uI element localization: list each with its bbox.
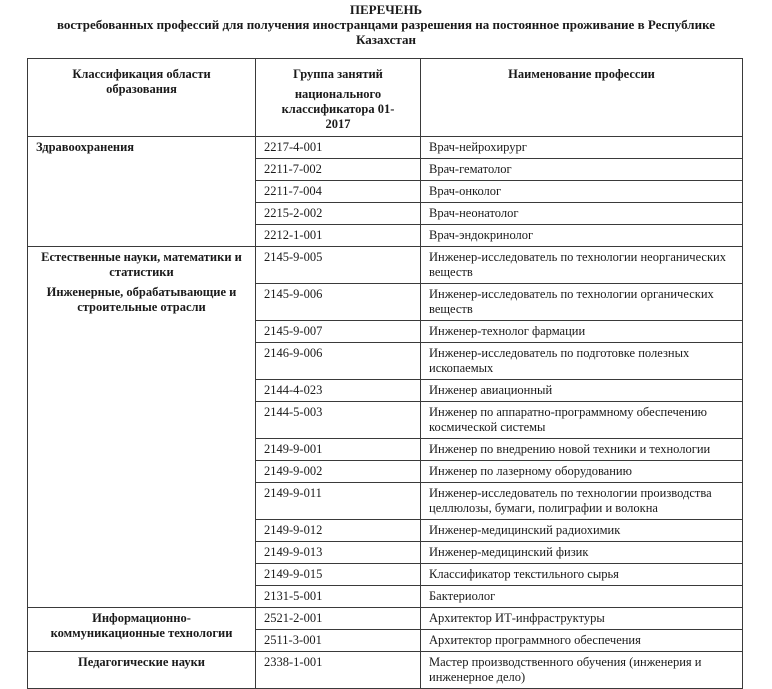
category-cell-sciences-engineering	[28, 247, 256, 608]
code-cell: 2149-9-013	[256, 542, 421, 564]
code-cell: 2145-9-007	[256, 321, 421, 343]
code-cell: 2338-1-001	[256, 652, 421, 689]
code-cell: 2149-9-002	[256, 461, 421, 483]
code-cell: 2145-9-005	[256, 247, 421, 284]
category-label: Информационно-коммуникационные технологии	[50, 611, 233, 640]
profession-cell: Архитектор программного обеспечения	[421, 630, 743, 652]
code-cell: 2149-9-001	[256, 439, 421, 461]
table-row	[28, 137, 743, 159]
category-label: Инженерные, обрабатывающие и строительные отрасли	[46, 285, 237, 314]
header-classification	[28, 59, 256, 137]
category-cell-healthcare	[28, 137, 256, 247]
code-cell: 2146-9-006	[256, 343, 421, 380]
code-cell: 2144-4-023	[256, 380, 421, 402]
code-cell: 2145-9-006	[256, 284, 421, 321]
code-cell: 2149-9-012	[256, 520, 421, 542]
profession-cell: Архитектор ИТ-инфраструктуры	[421, 608, 743, 630]
category-cell-pedagogy	[28, 652, 256, 689]
code-cell: 2217-4-001	[256, 137, 421, 159]
profession-cell: Инженер-исследователь по технологии органических веществ	[421, 284, 743, 321]
document-title: ПЕРЕЧЕНЬ	[349, 2, 423, 17]
code-cell: 2215-2-002	[256, 203, 421, 225]
code-cell: 2211-7-002	[256, 159, 421, 181]
code-cell: 2211-7-004	[256, 181, 421, 203]
category-label: Педагогические науки	[77, 655, 206, 669]
professions-table	[27, 58, 743, 689]
header-profession	[421, 59, 743, 137]
header-classification-label: Классификация области образования	[72, 67, 211, 96]
profession-cell: Классификатор текстильного сырья	[421, 564, 743, 586]
header-profession-label: Наименование профессии	[508, 67, 655, 81]
profession-cell: Инженер по лазерному оборудованию	[421, 461, 743, 483]
code-cell: 2212-1-001	[256, 225, 421, 247]
profession-cell: Инженер авиационный	[421, 380, 743, 402]
code-cell: 2511-3-001	[256, 630, 421, 652]
code-cell: 2131-5-001	[256, 586, 421, 608]
profession-cell: Врач-гематолог	[421, 159, 743, 181]
profession-cell: Врач-эндокринолог	[421, 225, 743, 247]
header-group-line1: Группа занятий	[293, 67, 383, 81]
code-cell: 2521-2-001	[256, 608, 421, 630]
profession-cell: Инженер-медицинский радиохимик	[421, 520, 743, 542]
table-row	[28, 608, 743, 630]
profession-cell: Инженер по внедрению новой техники и технологии	[421, 439, 743, 461]
category-cell-ict	[28, 608, 256, 652]
table-body	[28, 137, 743, 689]
header-group-line2: национального классификатора 01-2017	[281, 87, 395, 131]
profession-cell: Инженер по аппаратно-программному обеспечению космической системы	[421, 402, 743, 439]
profession-cell: Инженер-исследователь по подготовке полезных ископаемых	[421, 343, 743, 380]
profession-cell: Врач-онколог	[421, 181, 743, 203]
profession-cell: Врач-неонатолог	[421, 203, 743, 225]
category-label: Здравоохранения	[36, 140, 135, 154]
profession-cell: Бактериолог	[421, 586, 743, 608]
profession-cell: Инженер-исследователь по технологии производства целлюлозы, бумаги, полиграфии и волокна	[421, 483, 743, 520]
code-cell: 2149-9-015	[256, 564, 421, 586]
code-cell: 2144-5-003	[256, 402, 421, 439]
profession-cell: Инженер-медицинский физик	[421, 542, 743, 564]
table-row	[28, 247, 743, 284]
document-subtitle: востребованных профессий для получения иностранцами разрешения на постоянное проживание в Республике Казахстан	[56, 17, 716, 47]
profession-cell: Врач-нейрохирург	[421, 137, 743, 159]
profession-cell: Мастер производственного обучения (инженерия и инженерное дело)	[421, 652, 743, 689]
code-cell: 2149-9-011	[256, 483, 421, 520]
header-group	[256, 59, 421, 137]
profession-cell: Инженер-исследователь по технологии неорганических веществ	[421, 247, 743, 284]
table-header-row	[28, 59, 743, 137]
document-heading	[0, 0, 772, 47]
category-label: Естественные науки, математики и статистики	[41, 250, 242, 279]
profession-cell: Инженер-технолог фармации	[421, 321, 743, 343]
table-row	[28, 652, 743, 689]
